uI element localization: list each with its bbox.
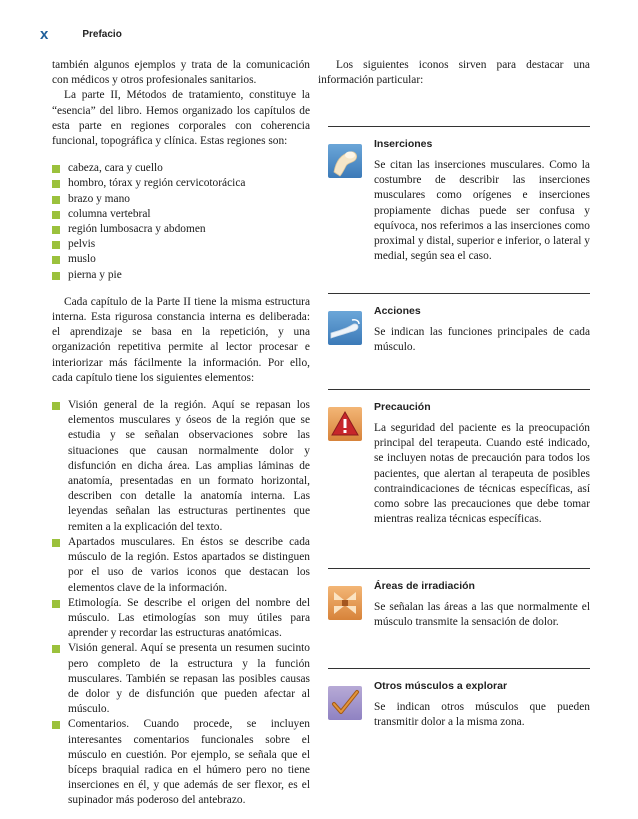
feature-title: Otros músculos a explorar (374, 680, 508, 692)
feature-body: Se indican las funciones principales de cada músculo. (374, 326, 590, 354)
radiation-area-icon (328, 586, 362, 620)
elements-list (52, 398, 310, 808)
warning-icon (328, 407, 362, 441)
bullet-square-icon (52, 196, 60, 204)
list-item: Apartados musculares. En éstos se describe cada músculo de la región. Estos apartados se distinguen por el uso de varios iconos que destacan los elementos clave de la información. (52, 535, 310, 596)
right-column (318, 58, 590, 88)
bullet-square-icon (52, 721, 60, 729)
bullet-square-icon (52, 241, 60, 249)
bullet-square-icon (52, 645, 60, 653)
bullet-square-icon (52, 180, 60, 188)
bullet-square-icon (52, 211, 60, 219)
feature-body: Se señalan las áreas a las que normalmente el músculo transmite la sensación de dolor. (374, 601, 590, 629)
feature-title: Inserciones (374, 138, 433, 150)
divider (328, 668, 590, 669)
list-item: pierna y pie (52, 268, 310, 283)
paragraph-3: Cada capítulo de la Parte II tiene la misma estructura interna. Esta rigurosa constancia interna es deliberada: el aprendizaje se basa en la repetición, y una organización repetitiva permite al lector procesar e interiorizar más fácilmente la información. Por ello, cada capítulo tiene los siguientes elementos: (52, 295, 310, 384)
list-item: cabeza, cara y cuello (52, 161, 310, 176)
bullet-square-icon (52, 256, 60, 264)
list-item: Visión general de la región. Aquí se repasan los elementos musculares y óseos de la región que se estudia y se señalan observaciones sobre las situaciones que causan normalmente dolor y disfunción en dicha área. Las amplias láminas de anatomía, presentadas en un formato horizontal, describen con detalle la anatomía interna. Las leyendas señalan las estructuras pertinentes que remiten a la explicación del texto. (52, 398, 310, 535)
list-item: Etimología. Se describe el origen del nombre del músculo. Las etimologías son muy útiles para aprender y recordar las estructuras anatómicas. (52, 596, 310, 642)
divider (328, 389, 590, 390)
feature-areas-irradiacion (318, 568, 590, 648)
feature-body: Se citan las inserciones musculares. Como la costumbre de describir las inserciones musculares como orígenes e inserciones propiamente dichas puede ser confusa y equívoca, nos referimos a las inserciones como proximal y distal, superior e inferior, o lateral y medial, según sea el caso. (374, 159, 590, 263)
icons-intro: Los siguientes iconos sirven para destacar una información particular: (318, 59, 590, 87)
paragraph-1: también algunos ejemplos y trata de la comunicación con médicos y otros profesionales sanitarios. (52, 59, 310, 87)
list-item: región lumbosacra y abdomen (52, 222, 310, 237)
list-item: hombro, tórax y región cervicotorácica (52, 176, 310, 191)
feature-title: Acciones (374, 305, 421, 317)
bullet-square-icon (52, 226, 60, 234)
bullet-square-icon (52, 402, 60, 410)
page-header (40, 24, 122, 44)
list-item: pelvis (52, 237, 310, 252)
list-item: Visión general. Aquí se presenta un resumen sucinto pero completo de la estructura y la función musculares. También se repasan las posibles causas de dolor y de disfunción que pueden afectar al músculo. (52, 641, 310, 717)
feature-title: Precaución (374, 401, 431, 413)
left-column (52, 58, 310, 809)
divider (328, 126, 590, 127)
paragraph-2: La parte II, Métodos de tratamiento, constituye la “esencia” del libro. Hemos organizado los capítulos de esta parte en regiones corporales con coherencia funcional, topográfica y clínica. Estas regiones son: (52, 89, 310, 148)
divider (328, 293, 590, 294)
feature-otros-musculos (318, 668, 590, 748)
regions-list (52, 161, 310, 283)
bullet-square-icon (52, 600, 60, 608)
feature-inserciones (318, 126, 590, 276)
feature-precaucion (318, 389, 590, 549)
bullet-square-icon (52, 165, 60, 173)
divider (328, 568, 590, 569)
list-item: brazo y mano (52, 192, 310, 207)
checkmark-icon (328, 686, 362, 720)
feature-acciones (318, 293, 590, 368)
bullet-square-icon (52, 539, 60, 547)
page-number: x (40, 25, 49, 43)
bullet-square-icon (52, 272, 60, 280)
feature-body: Se indican otros músculos que pueden transmitir dolor a la misma zona. (374, 701, 590, 729)
arm-action-icon (328, 311, 362, 345)
running-title: Prefacio (82, 28, 122, 40)
list-item: columna vertebral (52, 207, 310, 222)
list-item: muslo (52, 252, 310, 267)
feature-body: La seguridad del paciente es la preocupación principal del terapeuta. Cuando esté indicado, se incluyen notas de precaución para todos los pacientes, que alertan al terapeuta de posibles contraindicaciones de técnicas específicas, así como sobre las precauciones que debe tomar mientras realiza técnicas específicas. (374, 422, 590, 526)
list-item: Comentarios. Cuando procede, se incluyen interesantes comentarios funcionales sobre el músculo en cuestión. Por ejemplo, se señala que el bíceps braquial radica en el húmero pero no tiene inserciones en él, y que además de ser flexor, es el supinador más poderoso del antebrazo. (52, 717, 310, 808)
shoulder-insertion-icon (328, 144, 362, 178)
feature-title: Áreas de irradiación (374, 580, 475, 592)
